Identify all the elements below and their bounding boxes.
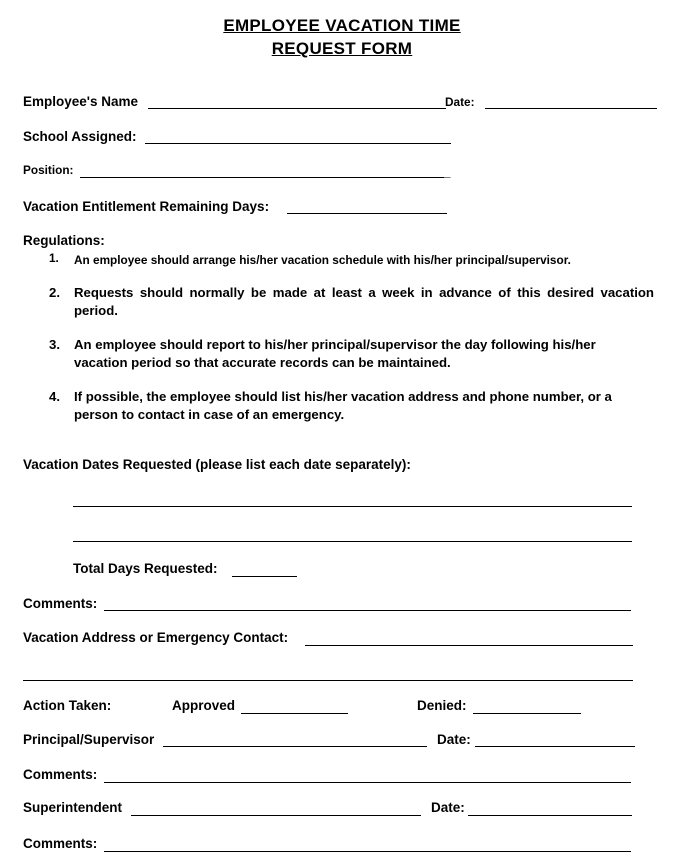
action-comments-2-field[interactable] [104, 851, 631, 852]
form-title-line1: EMPLOYEE VACATION TIME [223, 16, 461, 35]
regulation-2-number: 2. [49, 285, 60, 300]
regulation-4-number: 4. [49, 389, 60, 404]
school-assigned-label: School Assigned: [23, 129, 137, 144]
date-field[interactable] [485, 108, 657, 109]
principal-date-label: Date: [437, 732, 471, 747]
regulation-3-text: An employee should report to his/her principal/supervisor the day following his/her vacation period so that accurate records can be maintained. [74, 337, 596, 370]
principal-date-field[interactable] [475, 746, 635, 747]
employee-name-field[interactable] [148, 108, 446, 109]
vacation-entitlement-field[interactable] [287, 213, 447, 214]
superintendent-field[interactable] [131, 815, 421, 816]
date-label: Date: [445, 95, 475, 109]
regulation-1-text: An employee should arrange his/her vacation schedule with his/her principal/supervisor. [74, 253, 571, 267]
regulations-heading: Regulations: [23, 233, 105, 248]
total-days-field[interactable] [232, 576, 297, 577]
vacation-address-line-2[interactable] [23, 680, 633, 681]
comments-label: Comments: [23, 596, 98, 611]
superintendent-date-field[interactable] [468, 815, 632, 816]
school-assigned-field[interactable] [145, 143, 451, 144]
principal-supervisor-field[interactable] [163, 746, 427, 747]
denied-label: Denied: [417, 698, 467, 713]
regulation-3-number: 3. [49, 337, 60, 352]
regulation-2-text: Requests should normally be made at least a week in advance of this desired vacation period. [74, 285, 654, 318]
vacation-dates-line-1[interactable] [73, 506, 632, 507]
regulation-1-number: 1. [49, 251, 59, 265]
superintendent-date-label: Date: [431, 800, 465, 815]
form-title-line2: REQUEST FORM [271, 39, 413, 58]
vacation-dates-label: Vacation Dates Requested (please list each date separately): [23, 457, 411, 472]
action-comments-1-label: Comments: [23, 767, 98, 782]
position-label: Position: [23, 163, 74, 177]
approved-field[interactable] [241, 713, 348, 714]
approved-label: Approved [172, 698, 236, 713]
position-field[interactable] [80, 177, 444, 178]
superintendent-label: Superintendent [23, 800, 123, 815]
action-comments-1-field[interactable] [104, 782, 631, 783]
vacation-dates-line-2[interactable] [73, 541, 632, 542]
position-tail: _ [443, 164, 451, 179]
regulation-4-text: If possible, the employee should list his/her vacation address and phone number, or a person to contact in case of an emergency. [74, 389, 612, 422]
comments-field[interactable] [104, 610, 631, 611]
vacation-entitlement-label: Vacation Entitlement Remaining Days: [23, 199, 270, 214]
employee-name-label: Employee's Name [23, 94, 139, 109]
action-comments-2-label: Comments: [23, 836, 98, 851]
principal-supervisor-label: Principal/Supervisor [23, 732, 155, 747]
action-taken-label: Action Taken: [23, 698, 112, 713]
vacation-address-field[interactable] [305, 645, 633, 646]
total-days-label: Total Days Requested: [73, 561, 218, 576]
vacation-address-label: Vacation Address or Emergency Contact: [23, 630, 289, 645]
denied-field[interactable] [473, 713, 581, 714]
